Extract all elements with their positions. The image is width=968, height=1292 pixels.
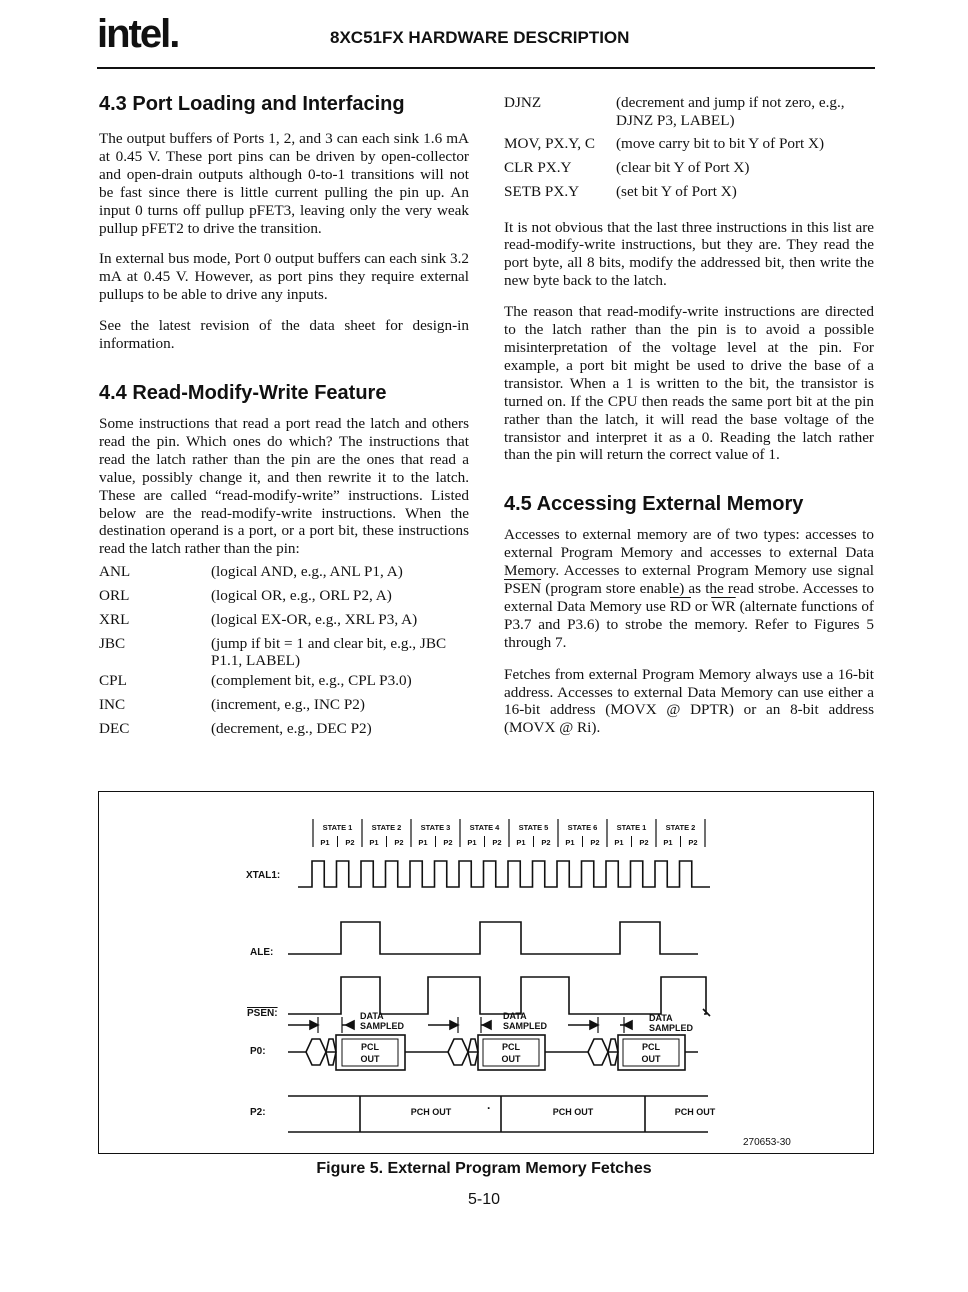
pcl-label: PCL (642, 1042, 660, 1052)
phase-label: P1 (565, 838, 575, 847)
data-sampled-label: SAMPLED (649, 1023, 694, 1033)
psen-signal: PSEN (504, 580, 542, 598)
instruction-row (99, 669, 469, 693)
data-sampled-label: DATA (503, 1011, 527, 1021)
phase-label: P1 (663, 838, 673, 847)
right-column (504, 92, 874, 737)
xtal-label: XTAL1: (246, 870, 281, 881)
instruction-row (99, 717, 469, 741)
instruction-desc: (clear bit Y of Port X) (616, 158, 750, 176)
instruction-row (99, 560, 469, 584)
state-label: STATE 1 (616, 823, 647, 832)
section-4-5-heading: 4.5 Accessing External Memory (504, 493, 804, 516)
header-title: 8XC51FX HARDWARE DESCRIPTION (330, 28, 630, 47)
timing-diagram (98, 791, 874, 1154)
instruction-row (99, 608, 469, 632)
instruction-desc: (complement bit, e.g., CPL P3.0) (211, 672, 412, 690)
instruction-desc: (set bit Y of Port X) (616, 182, 737, 200)
sample-arrows (288, 1017, 632, 1033)
instruction-desc: (decrement, e.g., DEC P2) (211, 720, 372, 738)
phase-label: P1 (467, 838, 477, 847)
pch-out-label: PCH OUT (410, 1107, 452, 1117)
section-4-4-heading: 4.4 Read-Modify-Write Feature (99, 381, 387, 404)
pcl-out-label: OUT (641, 1054, 661, 1064)
instruction-row (99, 693, 469, 717)
ale-waveform (288, 922, 698, 954)
phase-label: P1 (369, 838, 379, 847)
phase-label: P1 (418, 838, 428, 847)
instruction-desc: (jump if bit = 1 and clear bit, e.g., JBC P1.1, LABEL) (211, 635, 447, 670)
paragraph: In external bus mode, Port 0 output buffers can each sink 3.2 mA at 0.45 V. However, as port pins they require external pullups to be able to drive any inputs. (99, 250, 469, 304)
state-label: STATE 1 (322, 823, 353, 832)
figure-labels (360, 1011, 791, 1148)
paragraph: Fetches from external Program Memory always use a 16-bit address. Accesses to external Data Memory can use either a 16-bit address (MOVX @ DPTR) or an 8-bit address (MOVX @ Ri). (504, 665, 874, 737)
intel-logo: intel. (97, 12, 179, 56)
instruction-desc: (decrement and jump if not zero, e.g., DJNZ P3, LABEL) (616, 94, 845, 129)
paragraph: See the latest revision of the data sheet for design-in information. (99, 317, 469, 353)
phase-label: P1 (516, 838, 526, 847)
mnemonic: ORL (99, 587, 130, 605)
mnemonic: CLR PX.Y (504, 158, 572, 176)
mnemonic: SETB PX.Y (504, 182, 580, 200)
paragraph: The output buffers of Ports 1, 2, and 3 can each sink 1.6 mA at 0.45 V. These port pins can be driven by open-collector and open-drain outputs although 0-to-1 transitions will not be fast since there is little current pulling the pin up. An input 0 turns off pullup pFET3, leaving only the very weak pullup pFET2 to drive the transition. (99, 130, 469, 237)
state-label: STATE 5 (518, 823, 549, 832)
paragraph: Some instructions that read a port read the latch and others read the pin. Which ones do which? The instructions that read the latch rather than the pin are the ones that read a value, possibly change it, and then rewrite it to the latch. These are called “read-modify-write” instructions. Listed below are the read-modify-write instructions. When the destination operand is a port, or a port bit, these instructions read the latch rather than the pin: (99, 414, 469, 558)
paragraph: Accesses to external memory are of two types: accesses to external Program Memory and accesses to external Data Memory. Accesses to external Program Memory use signal PSEN (program store enable) as the read strobe. Accesses to external Data Memory use $\overline{RD}$ or $\overline{WR}$ (alternate functions of P3.7 and P3.6) to strobe the memory. Refer to Figures 5 through 7. (504, 526, 874, 651)
p0-label: P0: (250, 1046, 266, 1057)
phase-label: P2 (688, 838, 698, 847)
mnemonic: CPL (99, 672, 127, 690)
instruction-row (504, 135, 874, 153)
paragraph: The reason that read-modify-write instructions are directed to the latch rather than the pin is to avoid a possible misinterpretation of the voltage level at the pin. For example, a port bit might be used to drive the base of a transistor. When a 1 is written to the bit, the transistor is turned on. If the CPU then reads the same port bit at the pin rather than the latch, it will read the base voltage of the transistor and interpret it as a 0. Reading the latch rather than the pin will return the correct value of 1. (504, 303, 874, 464)
psen-label: PSEN: (247, 1008, 278, 1019)
state-header (313, 819, 705, 847)
pch-out-label: PCH OUT (674, 1107, 716, 1117)
phase-label: P2 (639, 838, 649, 847)
instruction-row (99, 632, 469, 669)
instruction-row (99, 584, 469, 608)
phase-label: P2 (492, 838, 502, 847)
psen-waveform (288, 977, 706, 1014)
instruction-desc: (logical EX-OR, e.g., XRL P3, A) (211, 611, 418, 629)
p2-bus (288, 1096, 708, 1132)
rd-signal: $\overline{RD}$ (669, 597, 691, 615)
paragraph: It is not obvious that the last three instructions in this list are read-modify-write instructions, but they are. They read the port byte, all 8 bits, modify the addressed bit, then write the new byte back to the latch. (504, 218, 874, 290)
page-number: 5-10 (467, 1191, 501, 1208)
instruction-list (99, 560, 469, 741)
state-label: STATE 4 (469, 823, 500, 832)
instruction-row (504, 94, 874, 130)
wr-signal: $\overline{WR}$ (711, 597, 736, 615)
pcl-out-label: OUT (501, 1054, 521, 1064)
data-sampled-label: DATA (649, 1013, 673, 1023)
mnemonic: DEC (99, 720, 130, 738)
phase-label: P1 (320, 838, 330, 847)
left-column (99, 92, 469, 741)
section-4-3-heading: 4.3 Port Loading and Interfacing (99, 93, 405, 115)
phase-label: P2 (443, 838, 453, 847)
data-sampled-label: DATA (360, 1011, 384, 1021)
data-sampled-label: SAMPLED (503, 1021, 548, 1031)
instruction-desc: (increment, e.g., INC P2) (211, 696, 365, 714)
mnemonic: INC (99, 696, 126, 714)
figure-caption: Figure 5. External Program Memory Fetches (316, 1160, 652, 1177)
data-sampled-label: SAMPLED (360, 1021, 405, 1031)
state-label: STATE 3 (420, 823, 451, 832)
phase-label: P2 (345, 838, 355, 847)
phase-label: P2 (394, 838, 404, 847)
signal-labels (246, 870, 280, 1118)
pcl-label: PCL (502, 1042, 520, 1052)
p0-bus (288, 1035, 698, 1070)
instruction-desc: (logical OR, e.g., ORL P2, A) (211, 587, 392, 605)
state-label: STATE 2 (665, 823, 696, 832)
state-label: STATE 6 (567, 823, 598, 832)
pch-out-label: PCH OUT (552, 1107, 594, 1117)
phase-label: P1 (614, 838, 624, 847)
ale-label: ALE: (250, 947, 274, 958)
mnemonic: MOV, PX.Y, C (504, 134, 596, 152)
state-label: STATE 2 (371, 823, 402, 832)
instruction-row (504, 183, 874, 201)
instruction-desc: (move carry bit to bit Y of Port X) (616, 134, 825, 152)
mnemonic: XRL (99, 611, 130, 629)
pcl-label: PCL (361, 1042, 379, 1052)
pcl-out-label: OUT (360, 1054, 380, 1064)
instruction-row (504, 159, 874, 177)
header-rule (97, 67, 875, 69)
xtal-waveform (298, 861, 710, 887)
bullet-mark: · (487, 1101, 491, 1115)
mnemonic: DJNZ (504, 94, 542, 111)
phase-label: P2 (541, 838, 551, 847)
mnemonic: ANL (99, 563, 131, 581)
phase-label: P2 (590, 838, 600, 847)
instruction-desc: (logical AND, e.g., ANL P1, A) (211, 563, 403, 581)
figure-id: 270653-30 (743, 1137, 791, 1148)
mnemonic: JBC (99, 635, 126, 653)
p2-label: P2: (250, 1107, 266, 1118)
